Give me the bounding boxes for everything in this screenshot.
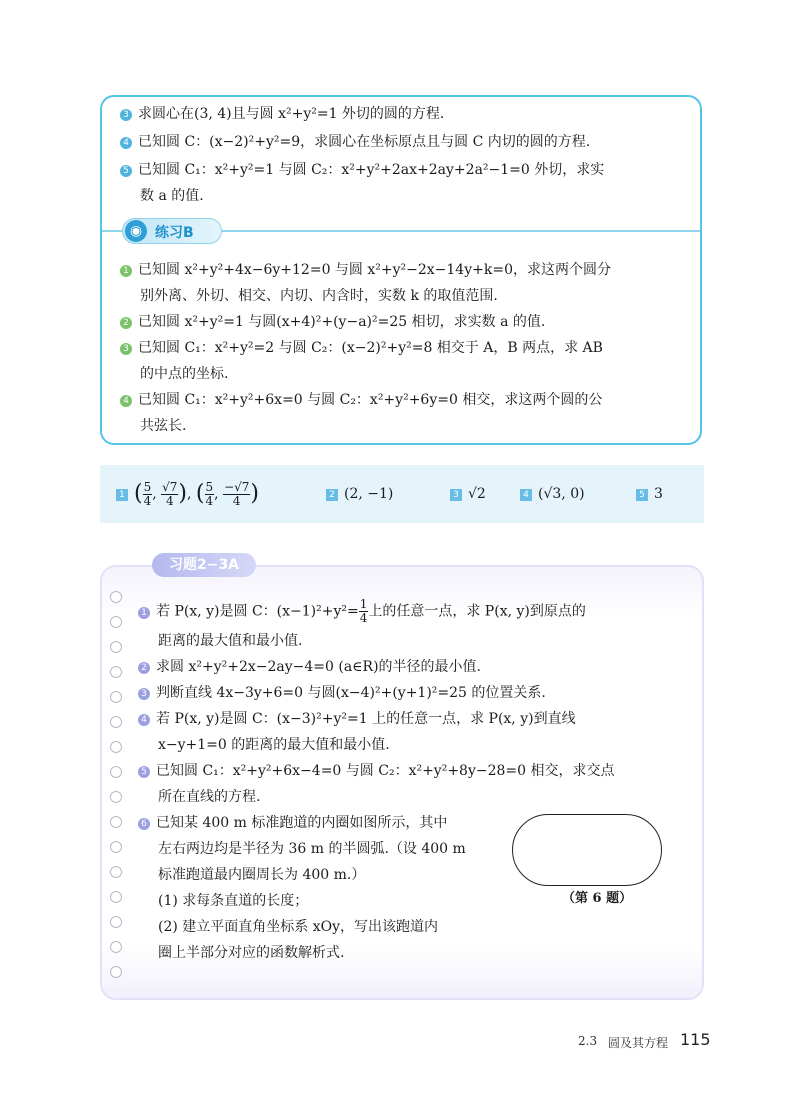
- globe-icon: ◉: [125, 220, 147, 242]
- exercise-q1-cont: 距离的最大值和最小值.: [158, 633, 303, 649]
- item-number: 3: [120, 343, 132, 355]
- item-number: 5: [138, 766, 150, 778]
- binder-ring: [110, 741, 122, 753]
- item-number: 2: [120, 317, 132, 329]
- item-number: 3: [120, 109, 132, 121]
- exercise-q6-line: 圈上半部分对应的函数解析式.: [158, 945, 345, 961]
- item-number: 1: [138, 607, 150, 619]
- binder-ring: [110, 716, 122, 728]
- answer-1: 1 ( $\frac{5}{4}$ , $\frac{√7}{4}$ ), ( $\frac{5}{4}$ , $\frac{-√7}{4}$ ): [116, 479, 259, 509]
- answer-number: 3: [450, 489, 462, 501]
- exercise-q6-line: 标准跑道最内圈周长为 400 m.）: [158, 867, 366, 883]
- practice-b-item-cont: 别外离、外切、相交、内切、内含时，实数 k 的取值范围.: [140, 288, 498, 304]
- binder-ring: [110, 641, 122, 653]
- practice-b-title: 练习B: [155, 225, 194, 241]
- footer-section: 2.3: [578, 1034, 598, 1048]
- practice-box: [100, 95, 702, 445]
- item-number: 1: [120, 265, 132, 277]
- fraction: $\frac{5}{4}$: [143, 479, 152, 508]
- practice-b-item: 1 已知圆 x²+y²+4x−6y+12=0 与圆 x²+y²−2x−14y+k=0，求这两个圆分: [120, 259, 611, 281]
- answer-number: 2: [326, 489, 338, 501]
- binder-ring: [110, 591, 122, 603]
- exercise-q6-line: 左右两边均是半径为 36 m 的半圆弧.（设 400 m: [158, 841, 466, 857]
- answer-2: 2 (2, −1): [326, 479, 393, 509]
- practice-a-item: 5 已知圆 C₁：x²+y²=1 与圆 C₂：x²+y²+2ax+2ay+2a²−1=0 外切，求实: [120, 159, 604, 181]
- practice-b-item-cont: 的中点的坐标.: [140, 366, 229, 382]
- item-number: 6: [138, 818, 150, 830]
- answer-3: 3 √2: [450, 479, 486, 509]
- fraction: $\frac{√7}{4}$: [162, 479, 178, 508]
- answer-number: 1: [116, 489, 128, 501]
- binder-ring: [110, 891, 122, 903]
- exercise-q2: 2 求圆 x²+y²+2x−2ay−4=0 (a∈R)的半径的最小值.: [138, 656, 481, 678]
- practice-b-item-cont: 共弦长.: [140, 418, 187, 434]
- item-number: 5: [120, 165, 132, 177]
- binder-ring: [110, 666, 122, 678]
- binder-ring: [110, 616, 122, 628]
- practice-b-banner: [122, 218, 222, 244]
- exercise-q5: 5 已知圆 C₁：x²+y²+6x−4=0 与圆 C₂：x²+y²+8y−28=0 相交，求交点: [138, 760, 615, 782]
- answers-bar: [100, 465, 704, 523]
- footer-title: 圆及其方程: [608, 1036, 669, 1050]
- practice-a-item: 3 求圆心在(3, 4)且与圆 x²+y²=1 外切的圆的方程.: [120, 103, 444, 125]
- fraction: $\frac{5}{4}$: [205, 479, 214, 508]
- exercise-q4-cont: x−y+1=0 的距离的最大值和最小值.: [158, 737, 390, 753]
- binder-ring: [110, 766, 122, 778]
- exercise-q4: 4 若 P(x, y)是圆 C：(x−3)²+y²=1 上的任意一点，求 P(x, y)到直线: [138, 708, 576, 730]
- binder-ring: [110, 791, 122, 803]
- fraction: $\frac{-√7}{4}$: [224, 479, 250, 508]
- exercise-q6: 6 已知某 400 m 标准跑道的内圈如图所示，其中: [138, 812, 447, 834]
- practice-b-item: 4 已知圆 C₁：x²+y²+6x=0 与圆 C₂：x²+y²+6y=0 相交，求这两个圆的公: [120, 389, 602, 411]
- practice-b-item: 2 已知圆 x²+y²=1 与圆(x+4)²+(y−a)²=25 相切，求实数 a 的值.: [120, 311, 545, 333]
- figure-caption: （第 6 题）: [562, 891, 633, 906]
- binder-ring: [110, 866, 122, 878]
- item-number: 4: [138, 714, 150, 726]
- exercise-title: 习题2−3A: [152, 553, 256, 577]
- binder-ring: [110, 841, 122, 853]
- answer-number: 5: [636, 489, 648, 501]
- answer-4: 4 (√3, 0): [520, 479, 585, 509]
- binder-ring: [110, 691, 122, 703]
- exercise-q3: 3 判断直线 4x−3y+6=0 与圆(x−4)²+(y+1)²=25 的位置关系.: [138, 682, 546, 704]
- exercise-q6-line: (1) 求每条直道的长度；: [158, 893, 309, 909]
- binder-ring: [110, 916, 122, 928]
- practice-a-item-cont: 数 a 的值.: [140, 188, 204, 204]
- exercise-q6-line: (2) 建立平面直角坐标系 xOy，写出该跑道内: [158, 919, 439, 935]
- fraction: $\frac{1}{4}$: [359, 597, 368, 625]
- page-number: 115: [680, 1030, 711, 1049]
- running-track-figure: [512, 814, 662, 886]
- answer-number: 4: [520, 489, 532, 501]
- practice-b-item: 3 已知圆 C₁：x²+y²=2 与圆 C₂：(x−2)²+y²=8 相交于 A，B 两点，求 AB: [120, 337, 603, 359]
- exercise-q1: 1 若 P(x, y)是圆 C：(x−1)²+y²= $\frac{1}{4}$ 上的任意一点，求 P(x, y)到原点的: [138, 598, 586, 625]
- item-number: 4: [120, 395, 132, 407]
- exercise-q5-cont: 所在直线的方程.: [158, 789, 261, 805]
- item-number: 3: [138, 688, 150, 700]
- binder-ring: [110, 966, 122, 978]
- binder-ring: [110, 816, 122, 828]
- item-number: 2: [138, 662, 150, 674]
- practice-a-item: 4 已知圆 C：(x−2)²+y²=9，求圆心在坐标原点且与圆 C 内切的圆的方程.: [120, 131, 590, 153]
- answer-5: 5 3: [636, 479, 663, 509]
- item-number: 4: [120, 137, 132, 149]
- binder-ring: [110, 941, 122, 953]
